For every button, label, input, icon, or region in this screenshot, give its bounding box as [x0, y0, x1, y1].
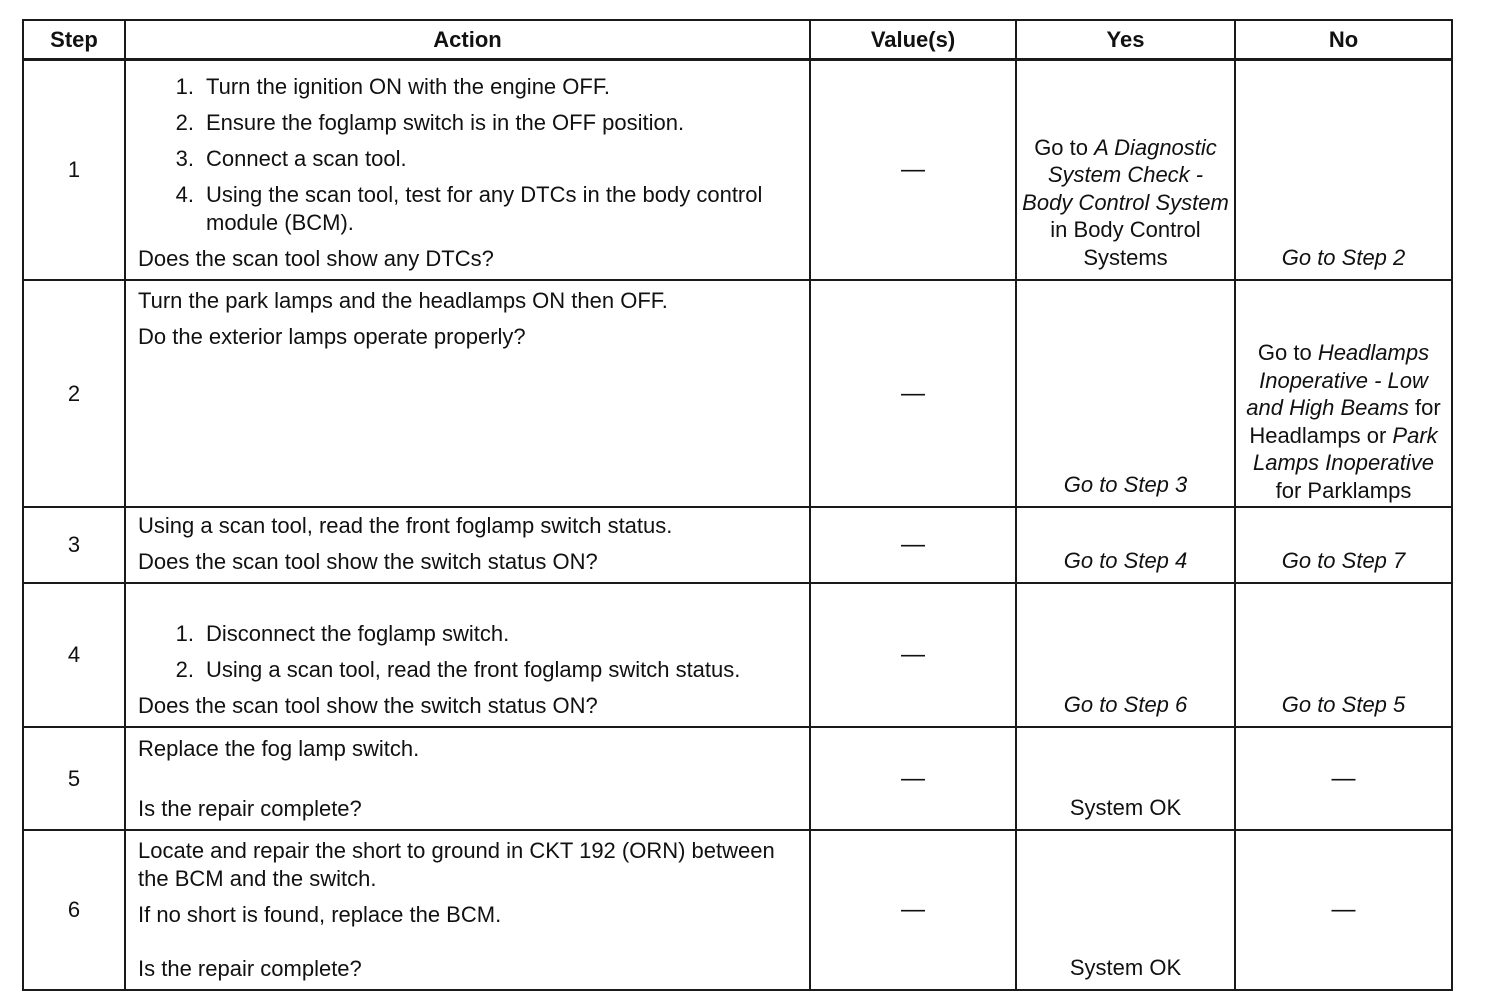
step-number: 5 — [23, 727, 125, 830]
table-row — [23, 727, 1452, 830]
action-cell — [125, 280, 810, 507]
no-cell — [1235, 507, 1452, 583]
table-row — [23, 583, 1452, 727]
action-note: If no short is found, replace the BCM. — [138, 902, 502, 927]
action-question: Does the scan tool show the switch status ON? — [138, 693, 598, 718]
yes-link[interactable]: Go to Step 3 — [1063, 471, 1188, 497]
no-cell — [1235, 583, 1452, 727]
value-cell: — — [810, 583, 1016, 727]
list-item: 3. Connect a scan tool. — [175, 146, 407, 171]
yes-cell: Go to A Diagnostic System Check - Body Control System in Body Control Systems — [1016, 60, 1235, 281]
value-cell: — — [810, 727, 1016, 830]
action-text: Locate and repair the short to ground in CKT 192 (ORN) between the BCM and the switch. — [138, 838, 775, 891]
no-cell: — — [1235, 727, 1452, 830]
no-link-2[interactable]: Park Lamps Inoperative — [1253, 422, 1438, 475]
no-link[interactable]: Go to Step 7 — [1281, 547, 1406, 573]
table-row — [23, 830, 1452, 990]
action-list — [138, 620, 799, 684]
step-number: 4 — [23, 583, 125, 727]
yes-cell — [1016, 280, 1235, 507]
no-cell: Go to Headlamps Inoperative - Low and High Beams for Headlamps or Park Lamps Inoperative for Parklamps — [1235, 280, 1452, 507]
step-number: 1 — [23, 60, 125, 281]
yes-cell — [1016, 507, 1235, 583]
list-item: 4. Using the scan tool, test for any DTCs in the body control module (BCM). — [175, 182, 763, 235]
yes-cell — [1016, 583, 1235, 727]
value-cell: — — [810, 60, 1016, 281]
list-item: 2. Using a scan tool, read the front foglamp switch status. — [175, 657, 741, 682]
action-question: Does the scan tool show any DTCs? — [138, 246, 494, 271]
diagnostic-table — [22, 19, 1453, 991]
header-action: Action — [125, 20, 810, 60]
list-item: 2. Ensure the foglamp switch is in the OFF position. — [175, 110, 685, 135]
table-row — [23, 507, 1452, 583]
yes-link[interactable]: A Diagnostic System Check - Body Control System — [1022, 134, 1229, 215]
header-yes: Yes — [1016, 20, 1235, 60]
header-row — [23, 20, 1452, 60]
action-question: Is the repair complete? — [138, 956, 362, 981]
list-item: 1. Disconnect the foglamp switch. — [175, 621, 510, 646]
value-cell: — — [810, 830, 1016, 990]
value-cell: — — [810, 280, 1016, 507]
header-values: Value(s) — [810, 20, 1016, 60]
yes-cell: System OK — [1016, 830, 1235, 990]
no-cell — [1235, 60, 1452, 281]
no-link[interactable]: Headlamps Inoperative - Low and High Beams — [1246, 340, 1430, 420]
table-row — [23, 280, 1452, 507]
no-cell: — — [1235, 830, 1452, 990]
value-cell: — — [810, 507, 1016, 583]
action-question: Is the repair complete? — [138, 796, 362, 821]
list-item: 1. Turn the ignition ON with the engine OFF. — [175, 74, 610, 99]
action-text: Turn the park lamps and the headlamps ON then OFF. — [138, 288, 668, 313]
action-question: Does the scan tool show the switch status ON? — [138, 549, 598, 574]
yes-link[interactable]: Go to Step 4 — [1063, 547, 1188, 573]
yes-cell: System OK — [1016, 727, 1235, 830]
no-link[interactable]: Go to Step 2 — [1281, 244, 1406, 270]
yes-link[interactable]: Go to Step 6 — [1063, 691, 1188, 717]
action-text: Using a scan tool, read the front foglamp switch status. — [138, 513, 673, 538]
step-number: 6 — [23, 830, 125, 990]
action-cell — [125, 60, 810, 281]
action-list — [138, 73, 799, 237]
header-step: Step — [23, 20, 125, 60]
action-cell — [125, 830, 810, 990]
action-text: Replace the fog lamp switch. — [138, 736, 420, 761]
header-no: No — [1235, 20, 1452, 60]
action-cell — [125, 583, 810, 727]
table-row — [23, 60, 1452, 281]
action-question: Do the exterior lamps operate properly? — [138, 324, 526, 349]
action-cell — [125, 727, 810, 830]
step-number: 3 — [23, 507, 125, 583]
no-link[interactable]: Go to Step 5 — [1281, 691, 1406, 717]
step-number: 2 — [23, 280, 125, 507]
action-cell — [125, 507, 810, 583]
